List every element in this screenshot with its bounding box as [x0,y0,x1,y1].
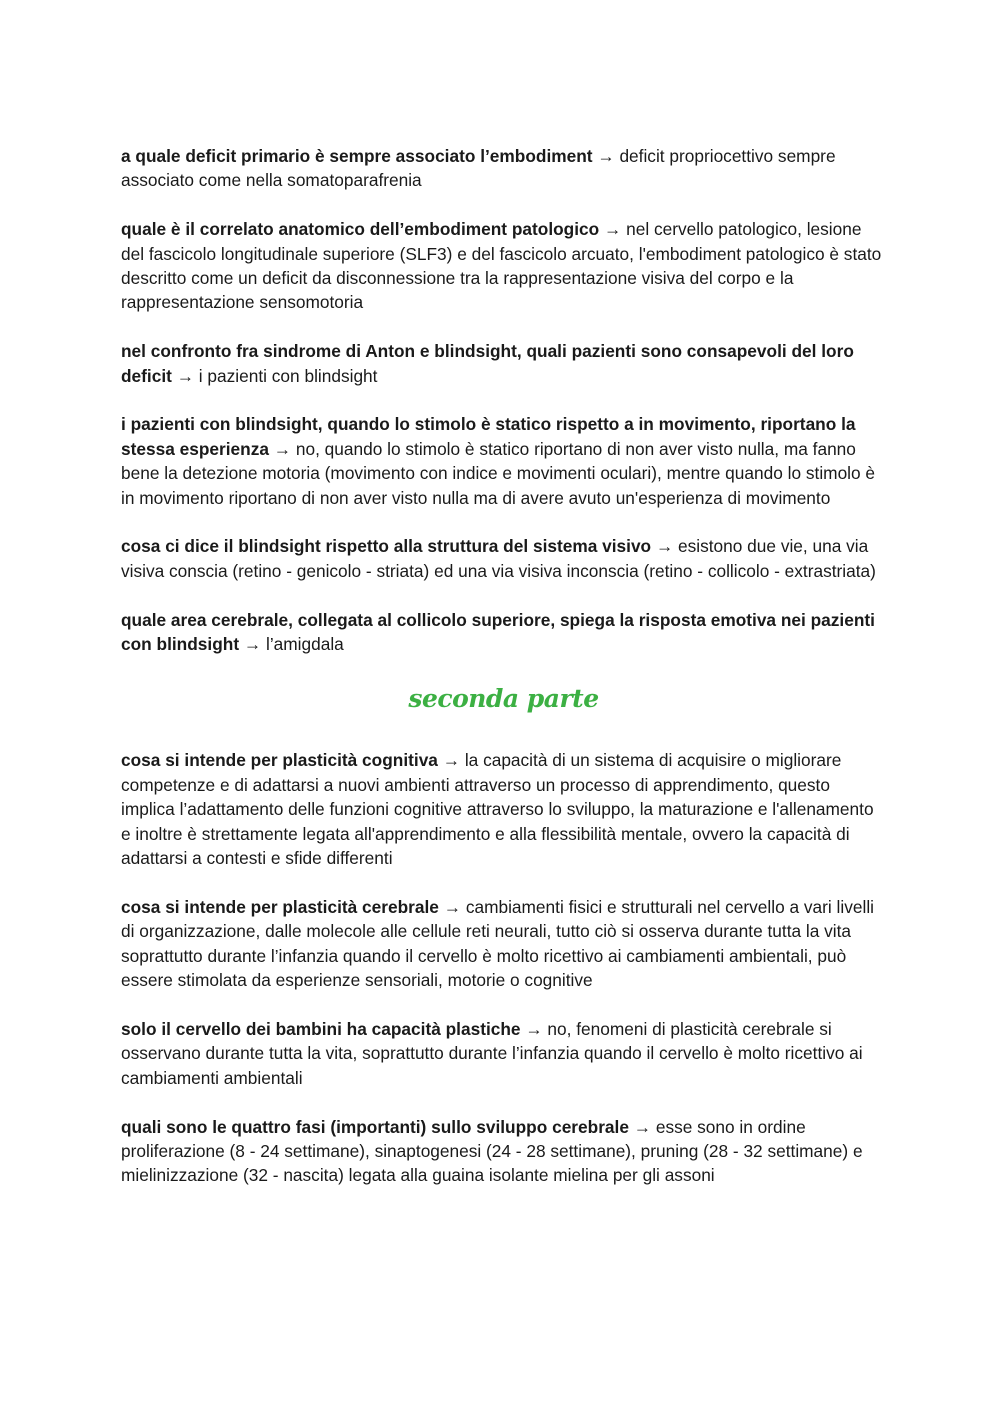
qa-item [121,1017,886,1090]
question-text: a quale deficit primario è sempre associato l’embodiment [121,146,593,166]
answer-text: → nel cervello patologico, lesione del fascicolo longitudinale superiore (SLF3) e del fascicolo arcuato, l'embodiment patologico è stato descritto come un deficit da disconnessione tra la rappresentazione visiva del corpo e la rappresentazione sensomotoria [121,219,882,313]
qa-item [121,339,886,388]
answer-text: → esistono due vie, una via visiva conscia (retino - genicolo - striata) ed una via visiva inconscia (retino - collicolo - extrastriata) [121,536,876,581]
question-text: i pazienti con blindsight, quando lo stimolo è statico rispetto a in movimento, riportano la stessa esperienza [121,414,856,459]
qa-item [121,534,886,583]
question-text: quale area cerebrale, collegata al collicolo superiore, spiega la risposta emotiva nei pazienti con blindsight [121,609,875,655]
section-heading: seconda parte [408,684,599,714]
answer-text: → deficit propriocettivo sempre associato come nella somatoparafrenia [121,146,836,191]
answer-text: → l’amigdala [243,634,344,655]
qa-item [121,1115,886,1188]
answer-text: → no, quando lo stimolo è statico riportano di non aver visto nulla, ma fanno bene la detezione motoria (movimento con indice e movimenti oculari), mentre quando lo stimolo è in movimento riportano di non aver visto nulla ma di avere avuto un'esperienza di movimento [121,438,876,508]
qa-item [121,748,886,870]
question-text: quali sono le quattro fasi (importanti) sullo sviluppo cerebrale [121,1116,629,1137]
answer-text: → i pazienti con blindsight [176,365,378,386]
question-text: quale è il correlato anatomico dell’embodiment patologico [121,219,600,240]
qa-item [121,144,886,193]
answer-text: → esse sono in ordine proliferazione (8 - 24 settimane), sinaptogenesi (24 - 28 settimane), pruning (28 - 32 settimane) e mielinizzazione (32 - nascita) legata alla guaina isolante mielina per gli assoni [121,1116,863,1186]
question-text: nel confronto fra sindrome di Anton e blindsight, quali pazienti sono consapevoli del loro deficit [121,341,854,386]
question-text: solo il cervello dei bambini ha capacità plastiche [121,1018,521,1039]
qa-item [121,895,886,993]
answer-text: → cambiamenti fisici e strutturali nel cervello a vari livelli di organizzazione, dalle molecole alle cellule reti neurali, tutto ciò si osserva durante tutta la vita soprattutto durante l’infanzia quando il cervello è molto ricettivo ai cambiamenti ambientali, può essere stimolata da esperienze sensoriali, motorie o cognitive [121,896,875,991]
qa-item [121,412,886,510]
document-body [121,144,886,1212]
qa-item [121,608,886,657]
question-text: cosa ci dice il blindsight rispetto alla struttura del sistema visivo [121,536,652,557]
answer-text: → no, fenomeni di plasticità cerebrale si osservano durante tutta la vita, soprattutto durante l’infanzia quando il cervello è molto ricettivo ai cambiamenti ambientali [121,1018,863,1088]
qa-item [121,217,886,315]
question-text: cosa si intende per plasticità cognitiva [121,750,438,771]
answer-text: → la capacità di un sistema di acquisire o migliorare competenze e di adattarsi a nuovi ambienti attraverso un processo di apprendimento, questo implica l’adattamento delle funzioni cognitive attraverso lo sviluppo, la maturazione e l'allenamento e inoltre è strettamente legata all'apprendimento e alla flessibilità mentale, ovvero la capacità di adattarsi a contesti e sfide differenti [121,750,874,869]
question-text: cosa si intende per plasticità cerebrale [121,896,439,917]
